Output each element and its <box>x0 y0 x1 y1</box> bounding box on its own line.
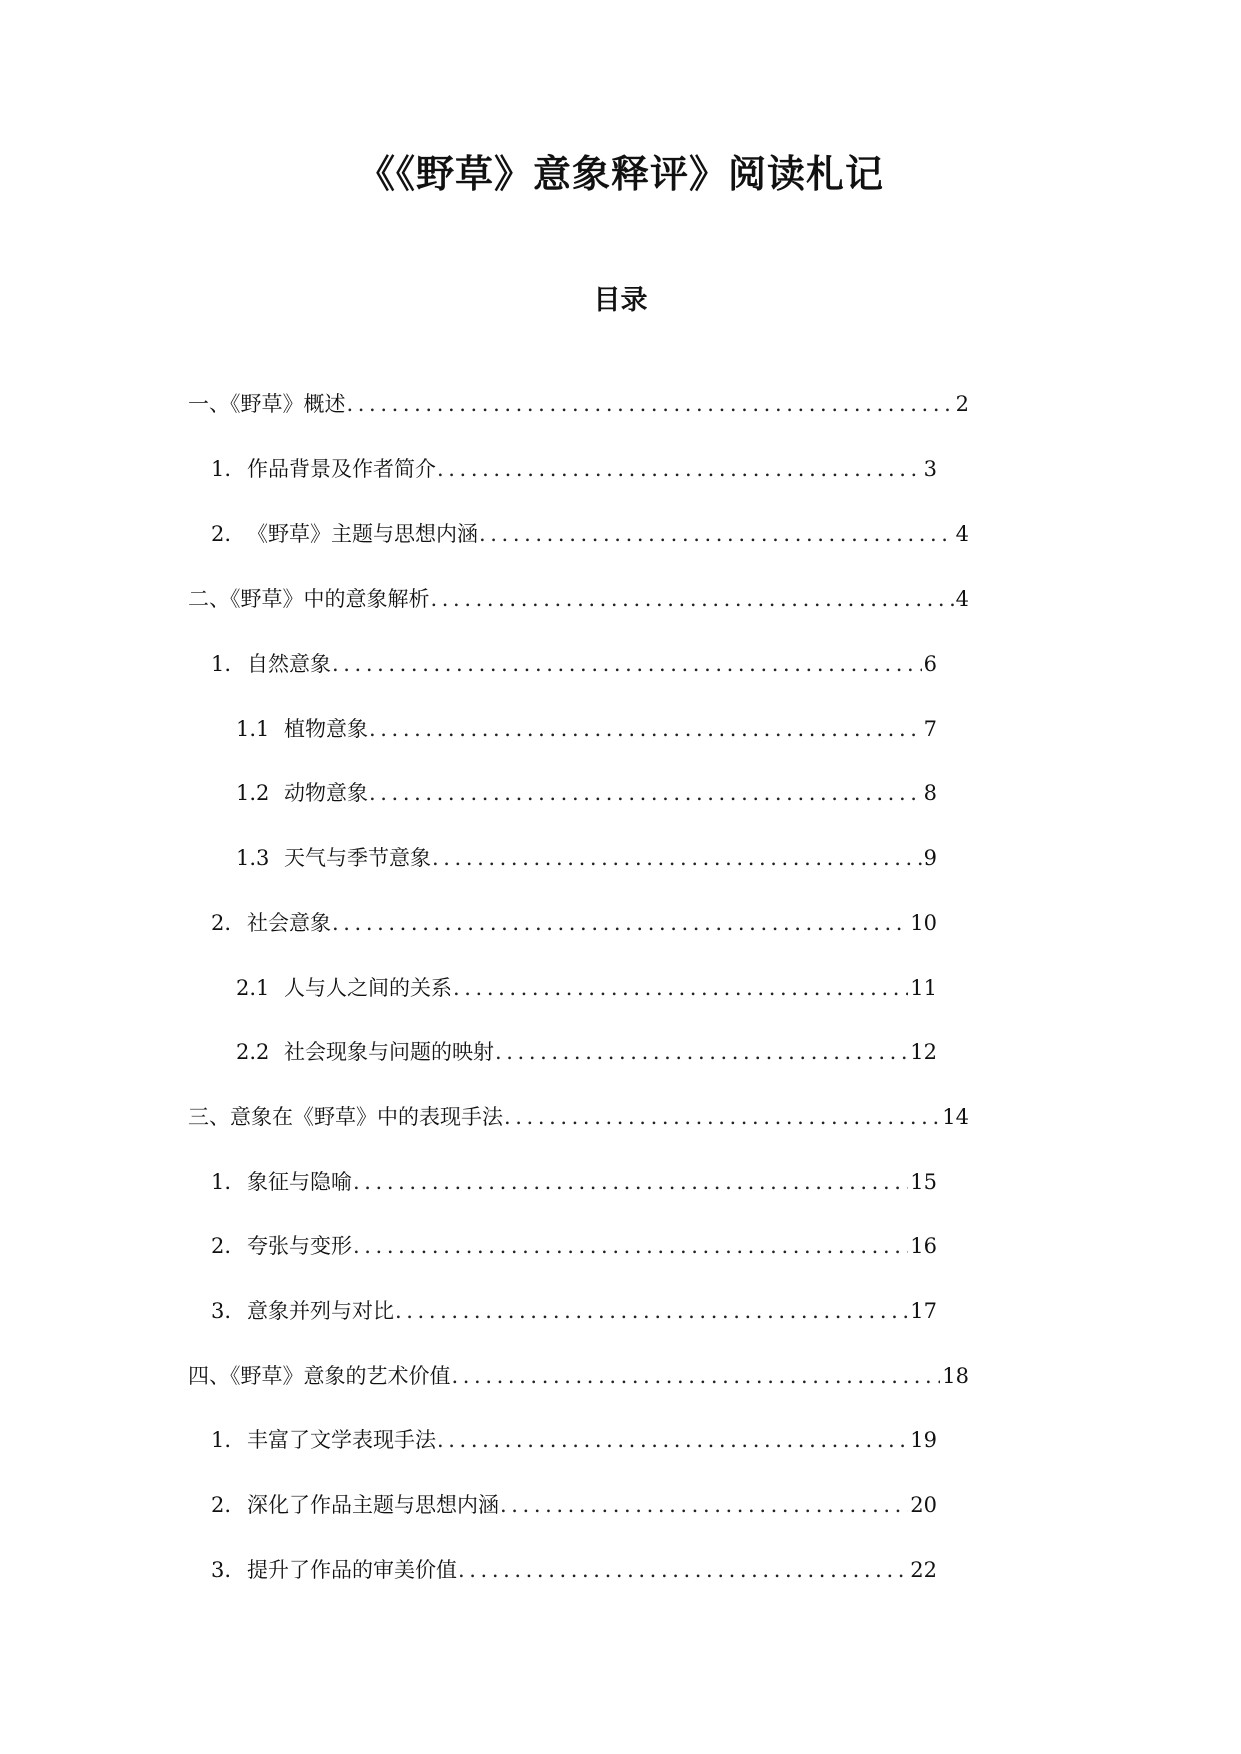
dot-leader <box>369 773 922 813</box>
toc-entry-page: 20 <box>910 1493 937 1517</box>
toc-entry-label: 丰富了文学表现手法 <box>247 1428 436 1452</box>
toc-entry-label: 提升了作品的审美价值 <box>247 1558 457 1582</box>
toc-entry[interactable] <box>211 1550 937 1590</box>
toc-entry-number: 1. <box>211 652 232 676</box>
dot-leader <box>369 709 922 749</box>
toc-entry-page: 4 <box>955 522 969 546</box>
toc-entry-label: 意象并列与对比 <box>247 1299 394 1323</box>
dot-leader <box>437 449 922 489</box>
toc-entry-number: 1.2 <box>236 781 270 805</box>
toc-entry-number: 1.3 <box>236 846 270 870</box>
toc-entry-page: 4 <box>955 587 969 611</box>
toc-entry-label: 一、《野草》概述 <box>188 392 346 416</box>
toc-entry-number: 1.1 <box>236 717 270 741</box>
toc-entry[interactable] <box>236 968 937 1008</box>
dot-leader <box>431 579 954 619</box>
toc-entry[interactable] <box>188 384 969 424</box>
toc-entry-page: 18 <box>942 1364 969 1388</box>
toc-entry[interactable] <box>236 773 937 813</box>
toc-heading: 目录 <box>593 285 648 316</box>
toc-entry-page: 11 <box>910 976 937 1000</box>
toc-entry[interactable] <box>211 1162 937 1202</box>
toc-entry-number: 2. <box>211 911 232 935</box>
toc-entry-label: 人与人之间的关系 <box>284 976 452 1000</box>
toc-entry-number: 2. <box>211 1493 232 1517</box>
toc-entry-page: 15 <box>910 1170 937 1194</box>
toc-entry-page: 22 <box>910 1558 937 1582</box>
toc-entry-label: 深化了作品主题与思想内涵 <box>247 1493 499 1517</box>
toc-entry-number: 1. <box>211 1170 232 1194</box>
toc-entry-number: 3. <box>211 1558 232 1582</box>
toc-entry-number: 2.1 <box>236 976 270 1000</box>
dot-leader <box>332 644 922 684</box>
toc-entry-page: 8 <box>923 781 937 805</box>
toc-entry-label: 二、《野草》中的意象解析 <box>188 587 430 611</box>
toc-entry[interactable] <box>211 514 969 554</box>
toc-entry-page: 10 <box>910 911 937 935</box>
toc-entry-number: 1. <box>211 457 232 481</box>
toc-entry[interactable] <box>211 1485 937 1525</box>
toc-entry-label: 社会现象与问题的映射 <box>284 1040 494 1064</box>
toc-entry-label: 社会意象 <box>247 911 331 935</box>
dot-leader <box>500 1485 908 1525</box>
toc-entry-label: 《野草》主题与思想内涵 <box>247 522 478 546</box>
toc-entry-page: 19 <box>910 1428 937 1452</box>
toc-entry[interactable] <box>236 838 937 878</box>
toc-entry[interactable] <box>236 1032 937 1072</box>
toc-entry-label: 三、意象在《野草》中的表现手法 <box>188 1105 503 1129</box>
toc-entry-label: 植物意象 <box>284 717 368 741</box>
toc-entry[interactable] <box>188 579 969 619</box>
toc-entry-number: 2. <box>211 522 232 546</box>
document-title: 《《野草》意象释评》阅读札记 <box>356 152 884 196</box>
dot-leader <box>504 1097 940 1137</box>
toc-entry-label: 四、《野草》意象的艺术价值 <box>188 1364 451 1388</box>
dot-leader <box>437 1420 908 1460</box>
toc-entry-label: 天气与季节意象 <box>284 846 431 870</box>
toc-entry[interactable] <box>188 1097 969 1137</box>
toc-entry[interactable] <box>211 1226 937 1266</box>
toc-entry-number: 2. <box>211 1234 232 1258</box>
toc-entry-page: 16 <box>910 1234 937 1258</box>
toc-entry-number: 1. <box>211 1428 232 1452</box>
toc-entry-label: 夸张与变形 <box>247 1234 352 1258</box>
dot-leader <box>395 1291 908 1331</box>
toc-entry-page: 7 <box>923 717 937 741</box>
toc-entry-page: 14 <box>942 1105 969 1129</box>
dot-leader <box>495 1032 908 1072</box>
toc-entry-page: 12 <box>910 1040 937 1064</box>
toc-entry[interactable] <box>236 709 937 749</box>
dot-leader <box>458 1550 908 1590</box>
toc-entry[interactable] <box>211 644 937 684</box>
toc-entry-page: 17 <box>910 1299 937 1323</box>
dot-leader <box>353 1162 908 1202</box>
dot-leader <box>332 903 908 943</box>
toc-entry-page: 9 <box>923 846 937 870</box>
toc-entry-label: 作品背景及作者简介 <box>247 457 436 481</box>
dot-leader <box>432 838 922 878</box>
toc-entry[interactable] <box>211 449 937 489</box>
toc-entry-page: 2 <box>955 392 969 416</box>
dot-leader <box>452 1356 941 1396</box>
dot-leader <box>479 514 954 554</box>
toc-entry[interactable] <box>211 903 937 943</box>
toc-entry[interactable] <box>211 1291 937 1331</box>
dot-leader <box>453 968 908 1008</box>
toc-entry-page: 3 <box>923 457 937 481</box>
toc-entry-page: 6 <box>923 652 937 676</box>
toc-entry[interactable] <box>188 1356 969 1396</box>
dot-leader <box>353 1226 908 1266</box>
dot-leader <box>347 384 954 424</box>
toc-entry-label: 动物意象 <box>284 781 368 805</box>
toc-entry[interactable] <box>211 1420 937 1460</box>
toc-entry-number: 3. <box>211 1299 232 1323</box>
toc-entry-number: 2.2 <box>236 1040 270 1064</box>
toc-entry-label: 象征与隐喻 <box>247 1170 352 1194</box>
toc-entry-label: 自然意象 <box>247 652 331 676</box>
